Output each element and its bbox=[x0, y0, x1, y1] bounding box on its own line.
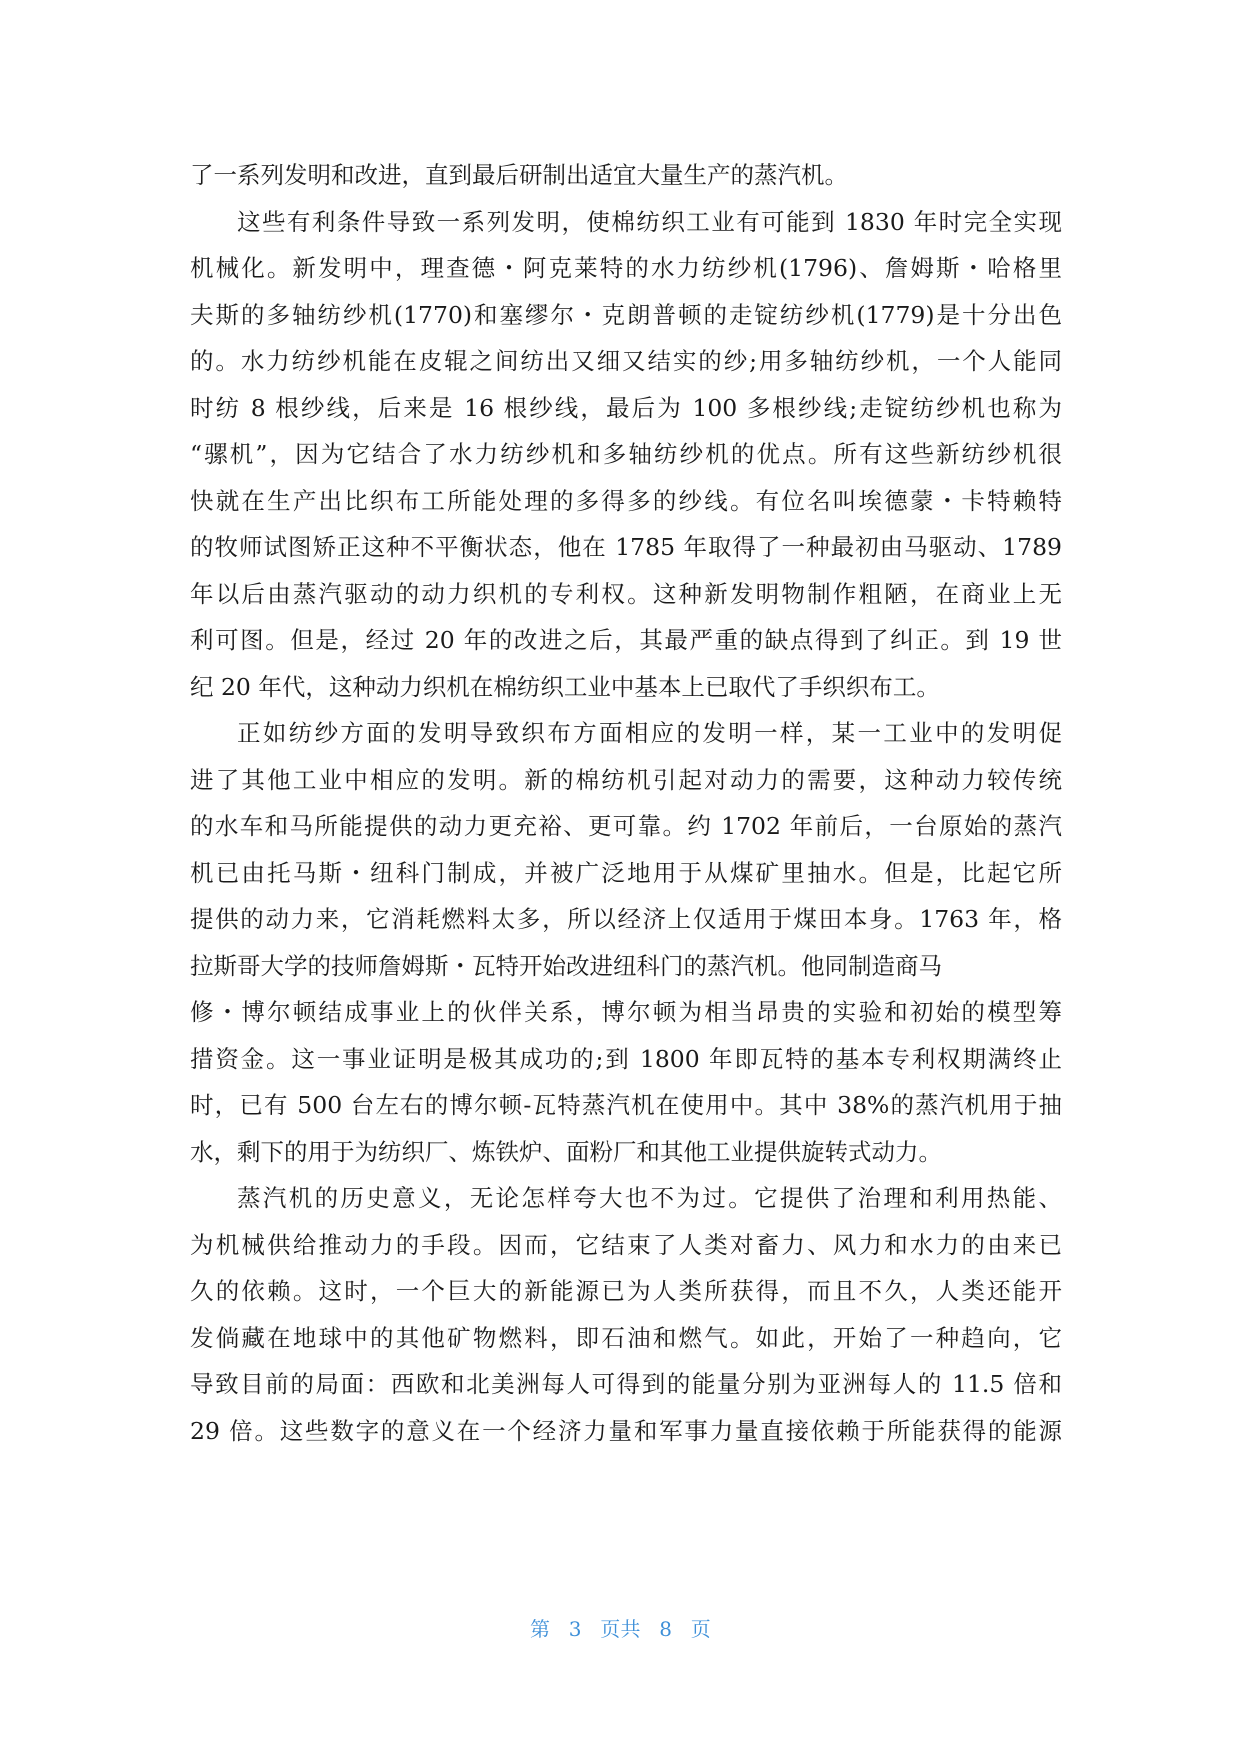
text-line: 了一系列发明和改进，直到最后研制出适宜大量生产的蒸汽机。 bbox=[190, 161, 848, 189]
text-line: 进了其他工业中相应的发明。新的棉纺机引起对动力的需要，这种动力较传统 bbox=[190, 765, 1062, 794]
text-line: 的牧师试图矫正这种不平衡状态，他在 1785 年取得了一种最初由马驱动、1789 bbox=[190, 533, 1062, 561]
footer-middle: 页共 bbox=[600, 1617, 641, 1641]
text-line: 年以后由蒸汽驱动的动力织机的专利权。这种新发明物制作粗陋，在商业上无 bbox=[190, 579, 1062, 608]
body-text bbox=[190, 152, 1062, 1454]
text-line: 的水车和马所能提供的动力更充裕、更可靠。约 1702 年前后，一台原始的蒸汽 bbox=[190, 812, 1062, 840]
text-line: 时纺 8 根纱线，后来是 16 根纱线，最后为 100 多根纱线;走锭纺纱机也称为 bbox=[190, 393, 1062, 422]
text-line: 久的依赖。这时，一个巨大的新能源已为人类所获得，而且不久，人类还能开 bbox=[190, 1277, 1062, 1305]
text-line: 提供的动力来，它消耗燃料太多，所以经济上仅适用于煤田本身。1763 年，格 bbox=[190, 905, 1062, 933]
text-line: 正如纺纱方面的发明导致织布方面相应的发明一样，某一工业中的发明促 bbox=[237, 719, 1062, 747]
text-line: 29 倍。这些数字的意义在一个经济力量和军事力量直接依赖于所能获得的能源 bbox=[190, 1416, 1062, 1445]
text-line: 拉斯哥大学的技师詹姆斯・瓦特开始改进纽科门的蒸汽机。他同制造商马 bbox=[190, 951, 942, 980]
text-line: 措资金。这一事业证明是极其成功的;到 1800 年即瓦特的基本专利权期满终止 bbox=[190, 1044, 1062, 1073]
text-line: 时，已有 500 台左右的博尔顿-瓦特蒸汽机在使用中。其中 38%的蒸汽机用于抽 bbox=[190, 1091, 1062, 1119]
text-line: 蒸汽机的历史意义，无论怎样夸大也不为过。它提供了治理和利用热能、 bbox=[237, 1184, 1062, 1212]
page-footer bbox=[0, 1613, 1241, 1642]
text-line: 机械化。新发明中，理查德・阿克莱特的水力纺纱机(1796)、詹姆斯・哈格里 bbox=[190, 254, 1062, 282]
text-line: 夫斯的多轴纺纱机(1770)和塞缪尔・克朗普顿的走锭纺纱机(1779)是十分出色 bbox=[190, 300, 1062, 329]
text-line: 快就在生产出比织布工所能处理的多得多的纱线。有位名叫埃德蒙・卡特赖特 bbox=[190, 486, 1062, 515]
total-page-count: 8 bbox=[659, 1617, 673, 1641]
text-line: 水，剩下的用于为纺织厂、炼铁炉、面粉厂和其他工业提供旋转式动力。 bbox=[190, 1137, 942, 1166]
text-line: 的。水力纺纱机能在皮辊之间纺出又细又结实的纱;用多轴纺纱机，一个人能同 bbox=[190, 347, 1062, 375]
text-line: “骡机”，因为它结合了水力纺纱机和多轴纺纱机的优点。所有这些新纺纱机很 bbox=[190, 440, 1062, 468]
text-line: 纪 20 年代，这种动力织机在棉纺织工业中基本上已取代了手织织布工。 bbox=[190, 672, 940, 701]
current-page-number: 3 bbox=[568, 1617, 582, 1641]
text-line: 这些有利条件导致一系列发明，使棉纺织工业有可能到 1830 年时完全实现 bbox=[237, 207, 1062, 236]
footer-prefix: 第 bbox=[530, 1617, 551, 1641]
text-line: 机已由托马斯・纽科门制成，并被广泛地用于从煤矿里抽水。但是，比起它所 bbox=[190, 858, 1062, 887]
text-line: 导致目前的局面：西欧和北美洲每人可得到的能量分别为亚洲每人的 11.5 倍和 bbox=[190, 1370, 1062, 1398]
text-line: 发倘藏在地球中的其他矿物燃料，即石油和燃气。如此，开始了一种趋向，它 bbox=[190, 1323, 1062, 1352]
text-line: 利可图。但是，经过 20 年的改进之后，其最严重的缺点得到了纠正。到 19 世 bbox=[190, 626, 1062, 654]
text-line: 修・博尔顿结成事业上的伙伴关系，博尔顿为相当昂贵的实验和初始的模型筹 bbox=[190, 998, 1062, 1026]
footer-suffix: 页 bbox=[690, 1617, 711, 1641]
text-line: 为机械供给推动力的手段。因而，它结束了人类对畜力、风力和水力的由来已 bbox=[190, 1230, 1062, 1259]
